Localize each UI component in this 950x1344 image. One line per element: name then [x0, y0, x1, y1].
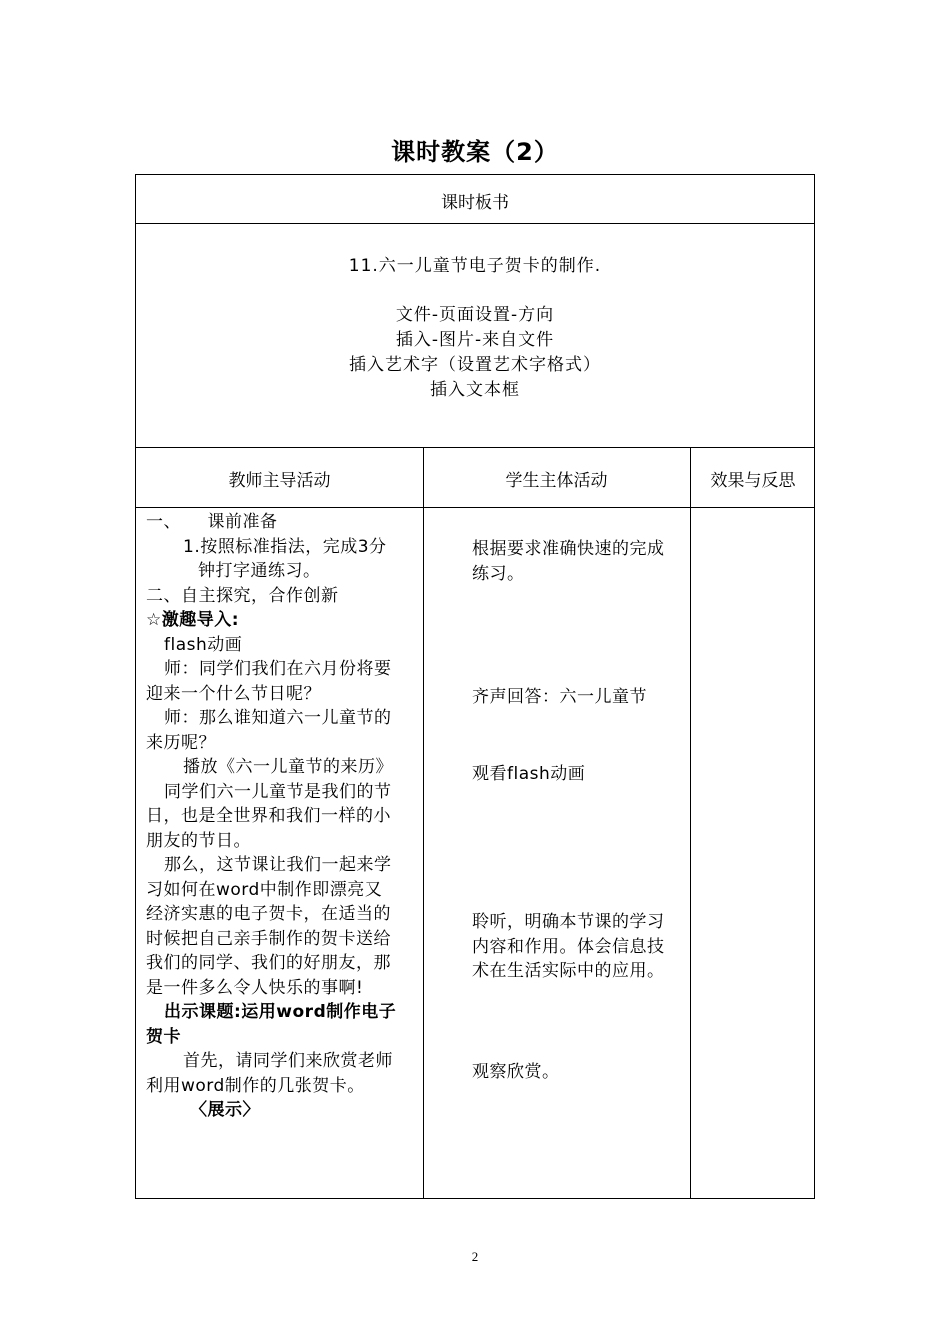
student-activity-1	[472, 537, 692, 586]
teacher-line: 播放《六一儿童节的来历》	[183, 757, 393, 777]
teacher-line: 那么，这节课让我们一起来学	[164, 855, 392, 875]
teacher-line: 首先，请同学们来欣赏老师	[183, 1051, 393, 1071]
teacher-line: 钟打字通练习。	[198, 561, 321, 581]
board-line: 11.六一儿童节电子贺卡的制作.	[348, 256, 602, 276]
board-header: 课时板书	[441, 193, 509, 213]
student-line: 根据要求准确快速的完成	[472, 539, 665, 559]
teacher-line: 出示课题:运用word制作电子	[164, 1002, 397, 1022]
row-divider-column-header	[136, 507, 814, 508]
column-header-reflection: 效果与反思	[710, 471, 796, 491]
column-divider-1	[423, 448, 424, 1198]
board-line: 插入文本框	[430, 380, 520, 400]
teacher-line: 利用word制作的几张贺卡。	[146, 1075, 365, 1096]
lesson-plan-table	[135, 174, 815, 1199]
teacher-line: 同学们六一儿童节是我们的节	[164, 781, 392, 802]
student-line: 观察欣赏。	[472, 1062, 560, 1082]
board-line: 插入-图片-来自文件	[395, 330, 555, 350]
page-title: 课时教案（2）	[391, 138, 559, 166]
board-line: 插入艺术字（设置艺术字格式）	[349, 355, 601, 375]
teacher-line: 〈展示〉	[190, 1100, 260, 1120]
student-line: 内容和作用。体会信息技	[472, 936, 665, 957]
student-line: 术在生活实际中的应用。	[472, 961, 665, 981]
teacher-line: 经济实惠的电子贺卡，在适当的	[146, 904, 391, 924]
teacher-line: 习如何在word中制作即漂亮又	[146, 879, 383, 900]
student-activity-5	[472, 1060, 692, 1085]
teacher-line: 我们的同学、我们的好朋友，那	[146, 953, 391, 973]
teacher-activity-text	[146, 510, 418, 1123]
teacher-line: 朋友的节日。	[146, 830, 251, 851]
teacher-line: 来历呢？	[146, 732, 216, 753]
row-divider-board-content	[136, 447, 814, 448]
student-line: 齐声回答：六一儿童节	[472, 687, 647, 707]
page-number: 2	[471, 1249, 479, 1264]
student-line: 观看flash动画	[472, 764, 586, 784]
student-activity-3	[472, 762, 692, 787]
teacher-line: 一、 课前准备	[146, 512, 278, 532]
student-line: 聆听，明确本节课的学习	[472, 912, 665, 932]
teacher-line: 二、自主探究，合作创新	[146, 585, 339, 606]
teacher-line: ☆激趣导入:	[146, 610, 240, 630]
student-activity-4	[472, 910, 692, 984]
teacher-line: 日，也是全世界和我们一样的小	[146, 806, 391, 826]
teacher-line: 时候把自己亲手制作的贺卡送给	[146, 928, 391, 949]
teacher-line: 师：那么谁知道六一儿童节的	[164, 708, 392, 728]
teacher-line: 迎来一个什么节日呢？	[146, 683, 321, 704]
student-line: 练习。	[472, 563, 525, 584]
teacher-line: flash动画	[164, 634, 243, 655]
teacher-line: 师：同学们我们在六月份将要	[164, 659, 392, 679]
teacher-line: 贺卡	[146, 1026, 181, 1047]
student-activity-2	[472, 685, 692, 710]
row-divider-board-header	[136, 223, 814, 224]
column-header-teacher: 教师主导活动	[228, 471, 331, 491]
column-header-student: 学生主体活动	[505, 471, 608, 491]
teacher-line: 1.按照标准指法，完成3分	[183, 536, 387, 557]
board-line: 文件-页面设置-方向	[395, 305, 555, 325]
teacher-line: 是一件多么令人快乐的事啊!	[146, 977, 364, 998]
